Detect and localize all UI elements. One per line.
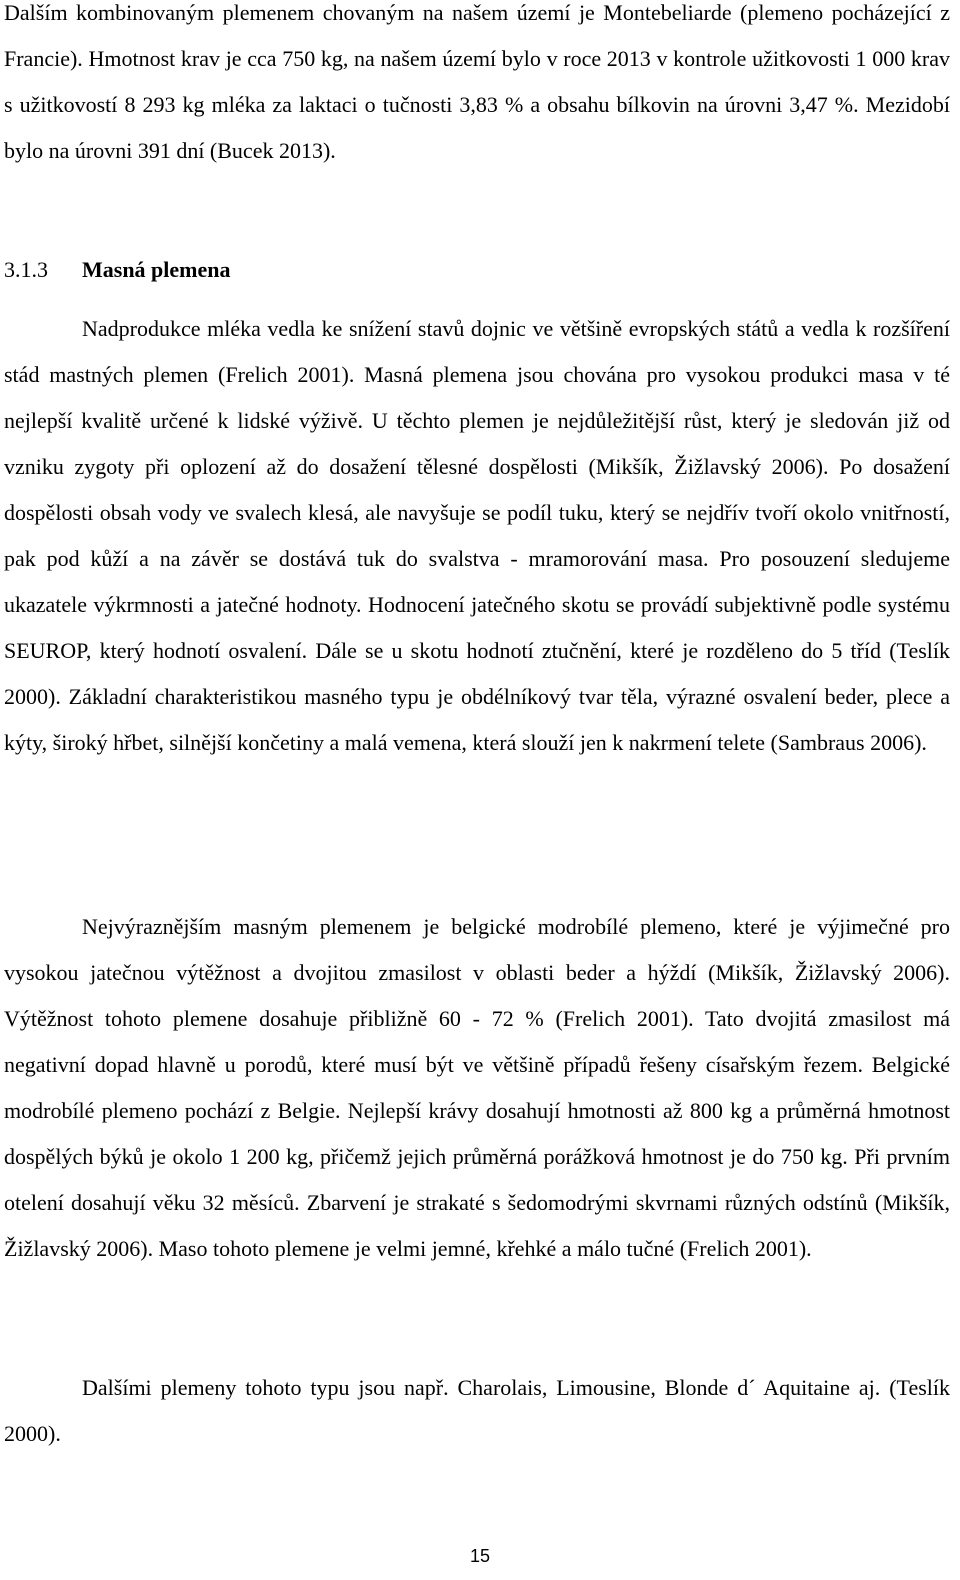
section-number: 3.1.3 (4, 257, 48, 282)
section-title: Masná plemena (82, 257, 231, 282)
page-number: 15 (469, 1546, 491, 1566)
paragraph-montbeliarde: Dalším kombinovaným plemenem chovaným na našem území je Montebeliarde (plemeno pocházející z Francie). Hmotnost krav je cca 750 kg, na našem území bylo v roce 2013 v kontrole užitkovosti 1 000 krav s užitkovostí 8 293 kg mléka za laktaci o tučnosti 3,83 % a obsahu bílkovin na úrovni 3,47 %. Mezidobí bylo na úrovni 391 dní (Bucek 2013). (4, 0, 950, 163)
paragraph-other-breeds: Dalšími plemeny tohoto typu jsou např. Charolais, Limousine, Blonde d´ Aquitaine aj. (Teslík 2000). (4, 1375, 950, 1446)
paragraph-belgian-blue: Nejvýraznějším masným plemenem je belgické modrobílé plemeno, které je výjimečné pro vysokou jatečnou výtěžnost a dvojitou zmasilost v oblasti beder a hýždí (Mikšík, Žižlavský 2006). Výtěžnost tohoto plemene dosahuje přibližně 60 - 72 % (Frelich 2001). Tato dvojitá zmasilost má negativní dopad hlavně u porodů, které musí být ve většině případů řešeny císařským řezem. Belgické modrobílé plemeno pochází z Belgie. Nejlepší krávy dosahují hmotnosti až 800 kg a průměrná hmotnost dospělých býků je okolo 1 200 kg, přičemž jejich průměrná porážková hmotnost je do 750 kg. Při prvním otelení dosahují věku 32 měsíců. Zbarvení je strakaté s šedomodrými skvrnami různých odstínů (Mikšík, Žižlavský 2006). Maso tohoto plemene je velmi jemné, křehké a málo tučné (Frelich 2001). (4, 914, 950, 1261)
paragraph-beef-breeds-intro: Nadprodukce mléka vedla ke snížení stavů dojnic ve většině evropských států a vedla k rozšíření stád mastných plemen (Frelich 2001). Masná plemena jsou chována pro vysokou produkci masa v té nejlepší kvalitě určené k lidské výživě. U těchto plemen je nejdůležitější růst, který je sledován již od vzniku zygoty při oplození až do dosažení tělesné dospělosti (Mikšík, Žižlavský 2006). Po dosažení dospělosti obsah vody ve svalech klesá, ale navyšuje se podíl tuku, který se nejdřív tvoří okolo vnitřností, pak pod kůží a na závěr se dostává tuk do svalstva - mramorování masa. Pro posouzení sledujeme ukazatele výkrmnosti a jatečné hodnoty. Hodnocení jatečného skotu se provádí subjektivně podle systému SEUROP, který hodnotí osvalení. Dále se u skotu hodnotí ztučnění, které je rozděleno do 5 tříd (Teslík 2000). Základní charakteristikou masného typu je obdélníkový tvar těla, výrazné osvalení beder, plece a kýty, široký hřbet, silnější končetiny a malá vemena, která slouží jen k nakrmení telete (Sambraus 2006). (4, 316, 950, 755)
section-heading (4, 247, 231, 293)
